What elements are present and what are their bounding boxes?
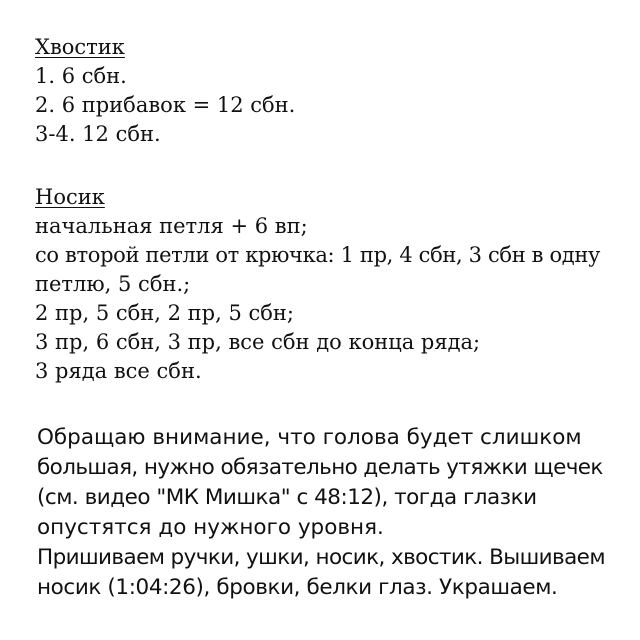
nose-step-2: со второй петли от крючка: 1 пр, 4 сбн, 3 сбн в одну [35,243,600,267]
notes-line-3: (см. видео "МК Мишка" с 48:12), тогда глазки [37,485,537,510]
nose-step-5: 3 ряда все сбн. [35,359,202,383]
notes-section [37,423,605,603]
notes-line-4: опустятся до нужного уровня. [37,515,384,540]
nose-step-3: 2 пр, 5 сбн, 2 пр, 5 сбн; [35,301,294,325]
nose-step-1: начальная петля + 6 вп; [35,214,308,238]
tail-section [35,33,295,149]
nose-step-4: 3 пр, 6 сбн, 3 пр, все сбн до конца ряда; [35,330,481,354]
notes-line-1: Обращаю внимание, что голова будет слишком [37,425,582,450]
nose-section [35,183,600,386]
tail-step-1: 1. 6 сбн. [35,64,127,88]
nose-step-2-cont: петлю, 5 сбн.; [35,272,191,296]
tail-heading: Хвостик [35,35,125,59]
notes-line-6: носик (1:04:26), бровки, белки глаз. Украшаем. [37,575,558,600]
notes-line-2: большая, нужно обязательно делать утяжки щечек [37,455,603,480]
nose-heading: Носик [35,185,105,209]
tail-step-2: 2. 6 прибавок = 12 сбн. [35,93,296,117]
notes-line-5: Пришиваем ручки, ушки, носик, хвостик. Вышиваем [37,545,605,570]
tail-step-3: 3-4. 12 сбн. [35,122,161,146]
